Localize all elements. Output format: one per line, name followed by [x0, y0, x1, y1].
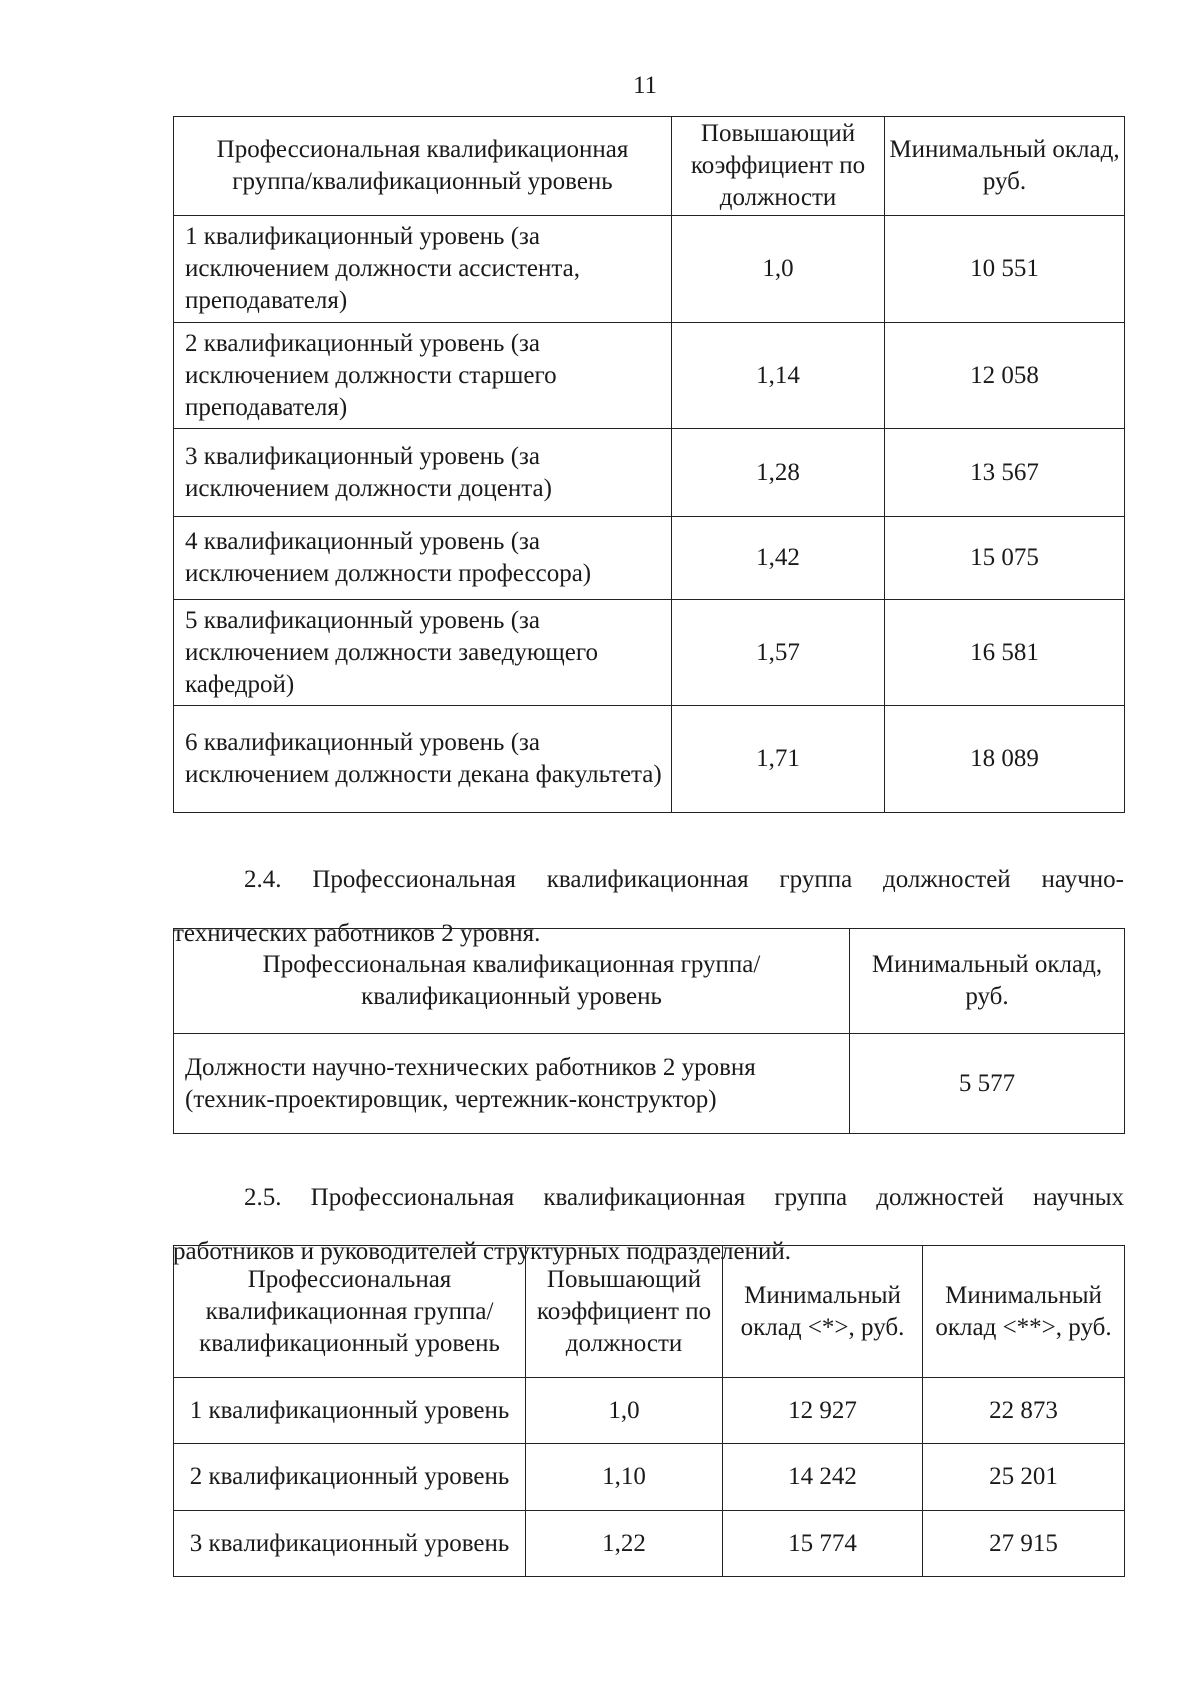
table-row: [174, 1378, 1125, 1444]
salary-cell: 15 774: [723, 1511, 923, 1577]
column-header-salary: Минимальный оклад, руб.: [850, 929, 1125, 1034]
column-header-level: Профессиональная квалификационная группа/квалификационный уровень: [174, 929, 850, 1034]
level-cell: 1 квалификационный уровень: [174, 1378, 526, 1444]
salary-cell: 27 915: [923, 1511, 1125, 1577]
coefficient-cell: 1,57: [672, 600, 885, 706]
column-header-coefficient: Повышающий коэффициент по должности: [672, 117, 885, 216]
coefficient-cell: 1,42: [672, 517, 885, 600]
coefficient-cell: 1,22: [526, 1511, 723, 1577]
table-row: [174, 706, 1125, 813]
column-header-salary-2: Минимальный оклад <**>, руб.: [923, 1246, 1125, 1378]
table-row: [174, 323, 1125, 429]
table-row: [174, 600, 1125, 706]
salary-cell: 12 927: [723, 1378, 923, 1444]
salary-table-teaching-staff: [173, 116, 1125, 813]
salary-cell: 13 567: [885, 429, 1125, 517]
coefficient-cell: 1,10: [526, 1444, 723, 1511]
level-cell: 3 квалификационный уровень: [174, 1511, 526, 1577]
coefficient-cell: 1,28: [672, 429, 885, 517]
level-cell: 2 квалификационный уровень (за исключением должности старшего преподавателя): [174, 323, 672, 429]
column-header-level: Профессиональная квалификационная группа/квалификационный уровень: [174, 1246, 526, 1378]
table-header-row: [174, 929, 1125, 1034]
section-2-4-paragraph: 2.4. Профессиональная квалификационная группа должностей научно-технических работников 2 уровня.: [173, 866, 1124, 947]
salary-cell: 18 089: [885, 706, 1125, 813]
table-header-row: [174, 117, 1125, 216]
salary-cell: 12 058: [885, 323, 1125, 429]
salary-cell: 22 873: [923, 1378, 1125, 1444]
salary-cell: 14 242: [723, 1444, 923, 1511]
section-2-5-paragraph: 2.5. Профессиональная квалификационная группа должностей научных работников и руководителей структурных подразделений.: [173, 1184, 1124, 1265]
salary-cell: 16 581: [885, 600, 1125, 706]
coefficient-cell: 1,14: [672, 323, 885, 429]
level-cell: 3 квалификационный уровень (за исключением должности доцента): [174, 429, 672, 517]
salary-cell: 15 075: [885, 517, 1125, 600]
level-cell: 2 квалификационный уровень: [174, 1444, 526, 1511]
level-cell: Должности научно-технических работников 2 уровня (техник-проектировщик, чертежник-конструктор): [174, 1034, 850, 1134]
level-cell: 6 квалификационный уровень (за исключением должности декана факультета): [174, 706, 672, 813]
column-header-salary-1: Минимальный оклад <*>, руб.: [723, 1246, 923, 1378]
column-header-salary: Минимальный оклад, руб.: [885, 117, 1125, 216]
column-header-level: Профессиональная квалификационная группа/квалификационный уровень: [174, 117, 672, 216]
coefficient-cell: 1,71: [672, 706, 885, 813]
level-cell: 4 квалификационный уровень (за исключением должности профессора): [174, 517, 672, 600]
salary-cell: 5 577: [850, 1034, 1125, 1134]
table-row: [174, 216, 1125, 323]
table-row: [174, 429, 1125, 517]
table-row: [174, 1511, 1125, 1577]
salary-cell: 25 201: [923, 1444, 1125, 1511]
column-header-coefficient: Повышающий коэффициент по должности: [526, 1246, 723, 1378]
salary-table-research-staff: [173, 1245, 1125, 1577]
salary-cell: 10 551: [885, 216, 1125, 323]
page-number: 11: [632, 72, 658, 99]
salary-table-technical-staff: [173, 928, 1125, 1134]
level-cell: 1 квалификационный уровень (за исключением должности ассистента, преподавателя): [174, 216, 672, 323]
coefficient-cell: 1,0: [526, 1378, 723, 1444]
table-row: [174, 1034, 1125, 1134]
table-row: [174, 517, 1125, 600]
level-cell: 5 квалификационный уровень (за исключением должности заведующего кафедрой): [174, 600, 672, 706]
coefficient-cell: 1,0: [672, 216, 885, 323]
table-header-row: [174, 1246, 1125, 1378]
table-row: [174, 1444, 1125, 1511]
